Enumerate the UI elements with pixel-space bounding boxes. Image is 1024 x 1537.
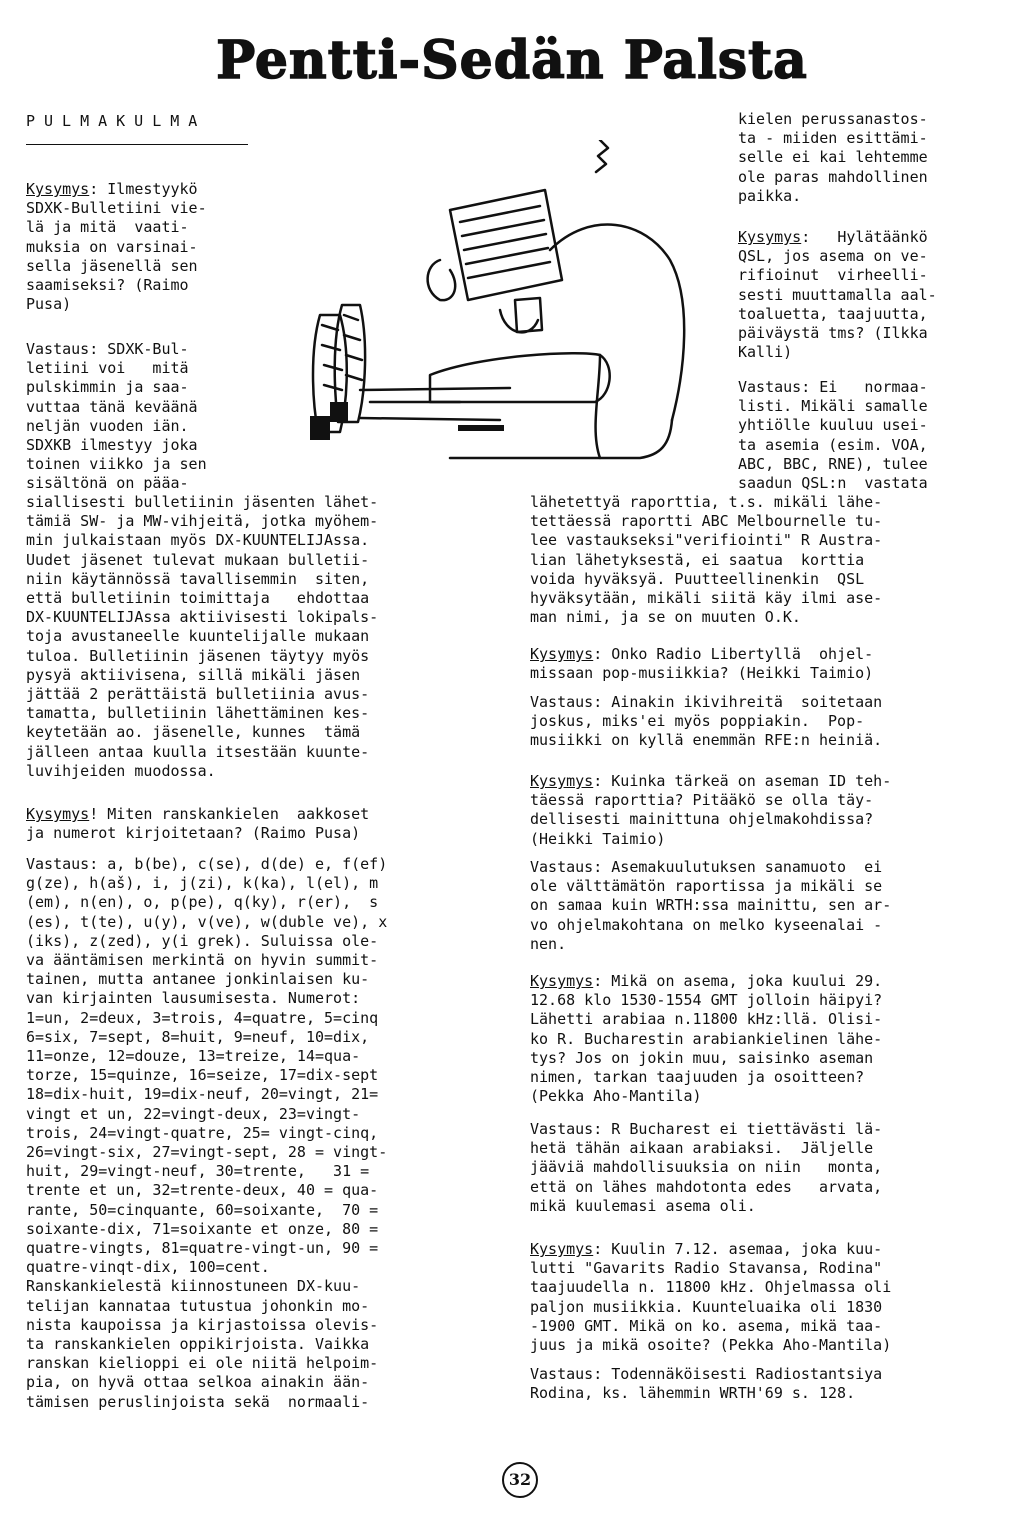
page-number: 32 <box>502 1462 538 1498</box>
reader-cartoon-illustration <box>300 140 690 485</box>
answer-2: Vastaus: a, b(be), c(se), d(de) e, f(ef) g(ze), h(aš), i, j(zi), k(ka), l(el), m (em), n(en), o, p(pe), q(ky), r(er), s (es), t(te), u(y), v(ve), w(duble ve), x (iks), z(zed), y(i grek). Suluissa ole- va ääntämisen merkintä on hyvin summit- tainen, mutta antanee jonkinlaisen ku- van kirjainten lausumisesta. Numerot: 1=un, 2=deux, 3=trois, 4=quatre, 5=cinq 6=six, 7=sept, 8=huit, 9=neuf, 10=dix, 11=onze, 12=douze, 13=treize, 14=qua- torze, 15=quinze, 16=seize, 17=dix-sept 18=dix-huit, 19=dix-neuf, 20=vingt, 21= vingt et un, 22=vingt-deux, 23=vingt- trois, 24=vingt-quatre, 25= vingt-cinq, 26=vingt-six, 27=vingt-sept, 28 = vingt- huit, 29=vingt-neuf, 30=trente, 31 = trente et un, 32=trente-deux, 40 = qua- rante, 50=cinquante, 60=soixante, 70 = soixante-dix, 71=soixante et onze, 80 = quatre-vingts, 81=quatre-vingt-un, 90 = quatre-vinqt-dix, 100=cent. Ranskankielestä kiinnostuneen DX-kuu- telijan kannataa tutustua johonkin mo- nista kaupoissa ja kirjastoissa olevis- ta ranskankielen oppikirjoista. Vaikka ranskan kielioppi ei ole niitä helpoim- pia, on hyvä ottaa selkoa ainakin ään- tämisen peruslinjoista sekä normaali- <box>26 855 388 1411</box>
question-text: : Mikä on asema, joka kuului 29. 12.68 klo 1530-1554 GMT jolloin häipyi? Lähetti arabiaa n.11800 kHz:llä. Olisi- ko R. Bucharestin arabiankielinen lähe- tys? Jos on jokin muu, saisinko aseman nimen, tarkan taajuuden ja osoitteen? (Pekka Aho-Mantila) <box>530 972 883 1106</box>
question-2 <box>26 805 369 843</box>
answer-6: Vastaus: R Bucharest ei tiettävästi lä- hetä tähän aikaan arabiaksi. Jäljelle jääviä mahdollisuuksia on niin monta, että on lähes mahdotonta edes arvata, mikä kuulemasi asema oli. <box>530 1120 883 1215</box>
question-text: ! Miten ranskankielen aakkoset ja numerot kirjoitetaan? (Raimo Pusa) <box>26 805 370 843</box>
answer-1-bottom: siallisesti bulletiinin jäsenten lähet- tämiä SW- ja MW-vihjeitä, jotka myöhem- min julkaistaan myös DX-KUUNTELIJAssa. Uudet jäsenet tulevat mukaan bulletii- niin käytännössä tavallisemmin siten, että bulletiinin toimittaja ehdottaa DX-KUUNTELIJAssa aktiivisesti lokipals- toja avustaneelle kuuntelijalle mukaan tuloa. Bulletiinin jäsenen täytyy myös pysyä aktiivisena, sillä mikäli jäsen jättää 2 perättäistä bulletiinia avus- tamatta, bulletiinin lähettäminen kes- keytetään ao. jäsenelle, kunnes tämä jälleen antaa kuulla itsestään kuunte- luvihjeiden muodossa. <box>26 493 379 780</box>
question-text: : Onko Radio Libertyllä ohjel- missaan pop-musiikkia? (Heikki Taimio) <box>530 645 874 683</box>
question-label: Kysymys <box>738 228 802 246</box>
section-underline <box>26 144 248 145</box>
question-3 <box>738 228 937 362</box>
question-text: : Ilmestyykö SDXK-Bulletiini vie- lä ja mitä vaati- muksia on varsinai- sella jäsenellä sen saamiseksi? (Raimo Pusa) <box>26 180 207 314</box>
question-text: : Hylätäänkö QSL, jos asema on ve- rifioinut virheelli- sesti muuttamalla aal- toaluetta, taajuutta, päiväystä tms? (Ilkka Kalli) <box>738 228 937 362</box>
answer-3-top: Vastaus: Ei normaa- listi. Mikäli samalle yhtiölle kuuluu usei- ta asemia (esim. VOA, ABC, BBC, RNE), tulee saadun QSL:n vastata <box>738 378 928 493</box>
answer-7: Vastaus: Todennäköisesti Radiostantsiya Rodina, ks. lähemmin WRTH'69 s. 128. <box>530 1365 883 1403</box>
question-label: Kysymys <box>530 1240 594 1258</box>
question-label: Kysymys <box>26 180 90 198</box>
question-label: Kysymys <box>530 972 594 990</box>
question-1 <box>26 180 207 314</box>
answer-5: Vastaus: Asemakuulutuksen sanamuoto ei ole välttämätön raportissa ja mikäli se on samaa kuin WRTH:ssa mainittu, sen ar- vo ohjelmakohtana on melko kyseenalai - nen. <box>530 858 892 953</box>
question-label: Kysymys <box>530 772 594 790</box>
answer-3-bottom: lähetettyä raporttia, t.s. mikäli lähe- tettäessä raportti ABC Melbournelle tu- lee vastaukseksi"verifiointi" R Austra- lian lähetyksestä, ei saatua korttia voida hyväksyä. Puutteellinenkin QSL hyväksytään, mikäli siitä käy ilmi ase- man nimi, ja se on muuten O.K. <box>530 493 883 627</box>
question-6 <box>530 972 882 1106</box>
answer-1-top: Vastaus: SDXK-Bul- letiini voi mitä pulskimmin ja saa- vuttaa tänä keväänä neljän vuoden iän. SDXKB ilmestyy joka toinen viikko ja sen sisältönä on pääa- <box>26 340 207 493</box>
answer-1-continuation: kielen perussanastos- ta - miiden esittämi- selle ei kai lehtemme ole paras mahdollinen paikka. <box>738 110 928 205</box>
page-title: Pentti-Sedän Palsta <box>216 30 808 91</box>
question-text: : Kuinka tärkeä on aseman ID teh- täessä raporttia? Pitääkö se olla täy- dellisesti mainittuna ohjelmakohdissa? (Heikki Taimio) <box>530 772 892 848</box>
question-label: Kysymys <box>530 645 594 663</box>
question-5 <box>530 772 891 849</box>
question-7 <box>530 1240 891 1355</box>
section-heading: PULMAKULMA <box>26 112 207 130</box>
question-4 <box>530 645 873 683</box>
question-text: : Kuulin 7.12. asemaa, joka kuu- lutti "Gavarits Radio Stavansa, Rodina" taajuudella n. 11800 kHz. Ohjelmassa oli paljon musiikkia. Kuunteluaika oli 1830 -1900 GMT. Mikä on ko. asema, mikä taa- juus ja mikä osoite? (Pekka Aho-Mantila) <box>530 1240 892 1355</box>
answer-4: Vastaus: Ainakin ikivihreitä soitetaan joskus, miks'ei myös poppiakin. Pop- musiikki on kyllä enemmän RFE:n heiniä. <box>530 693 883 750</box>
question-label: Kysymys <box>26 805 90 823</box>
